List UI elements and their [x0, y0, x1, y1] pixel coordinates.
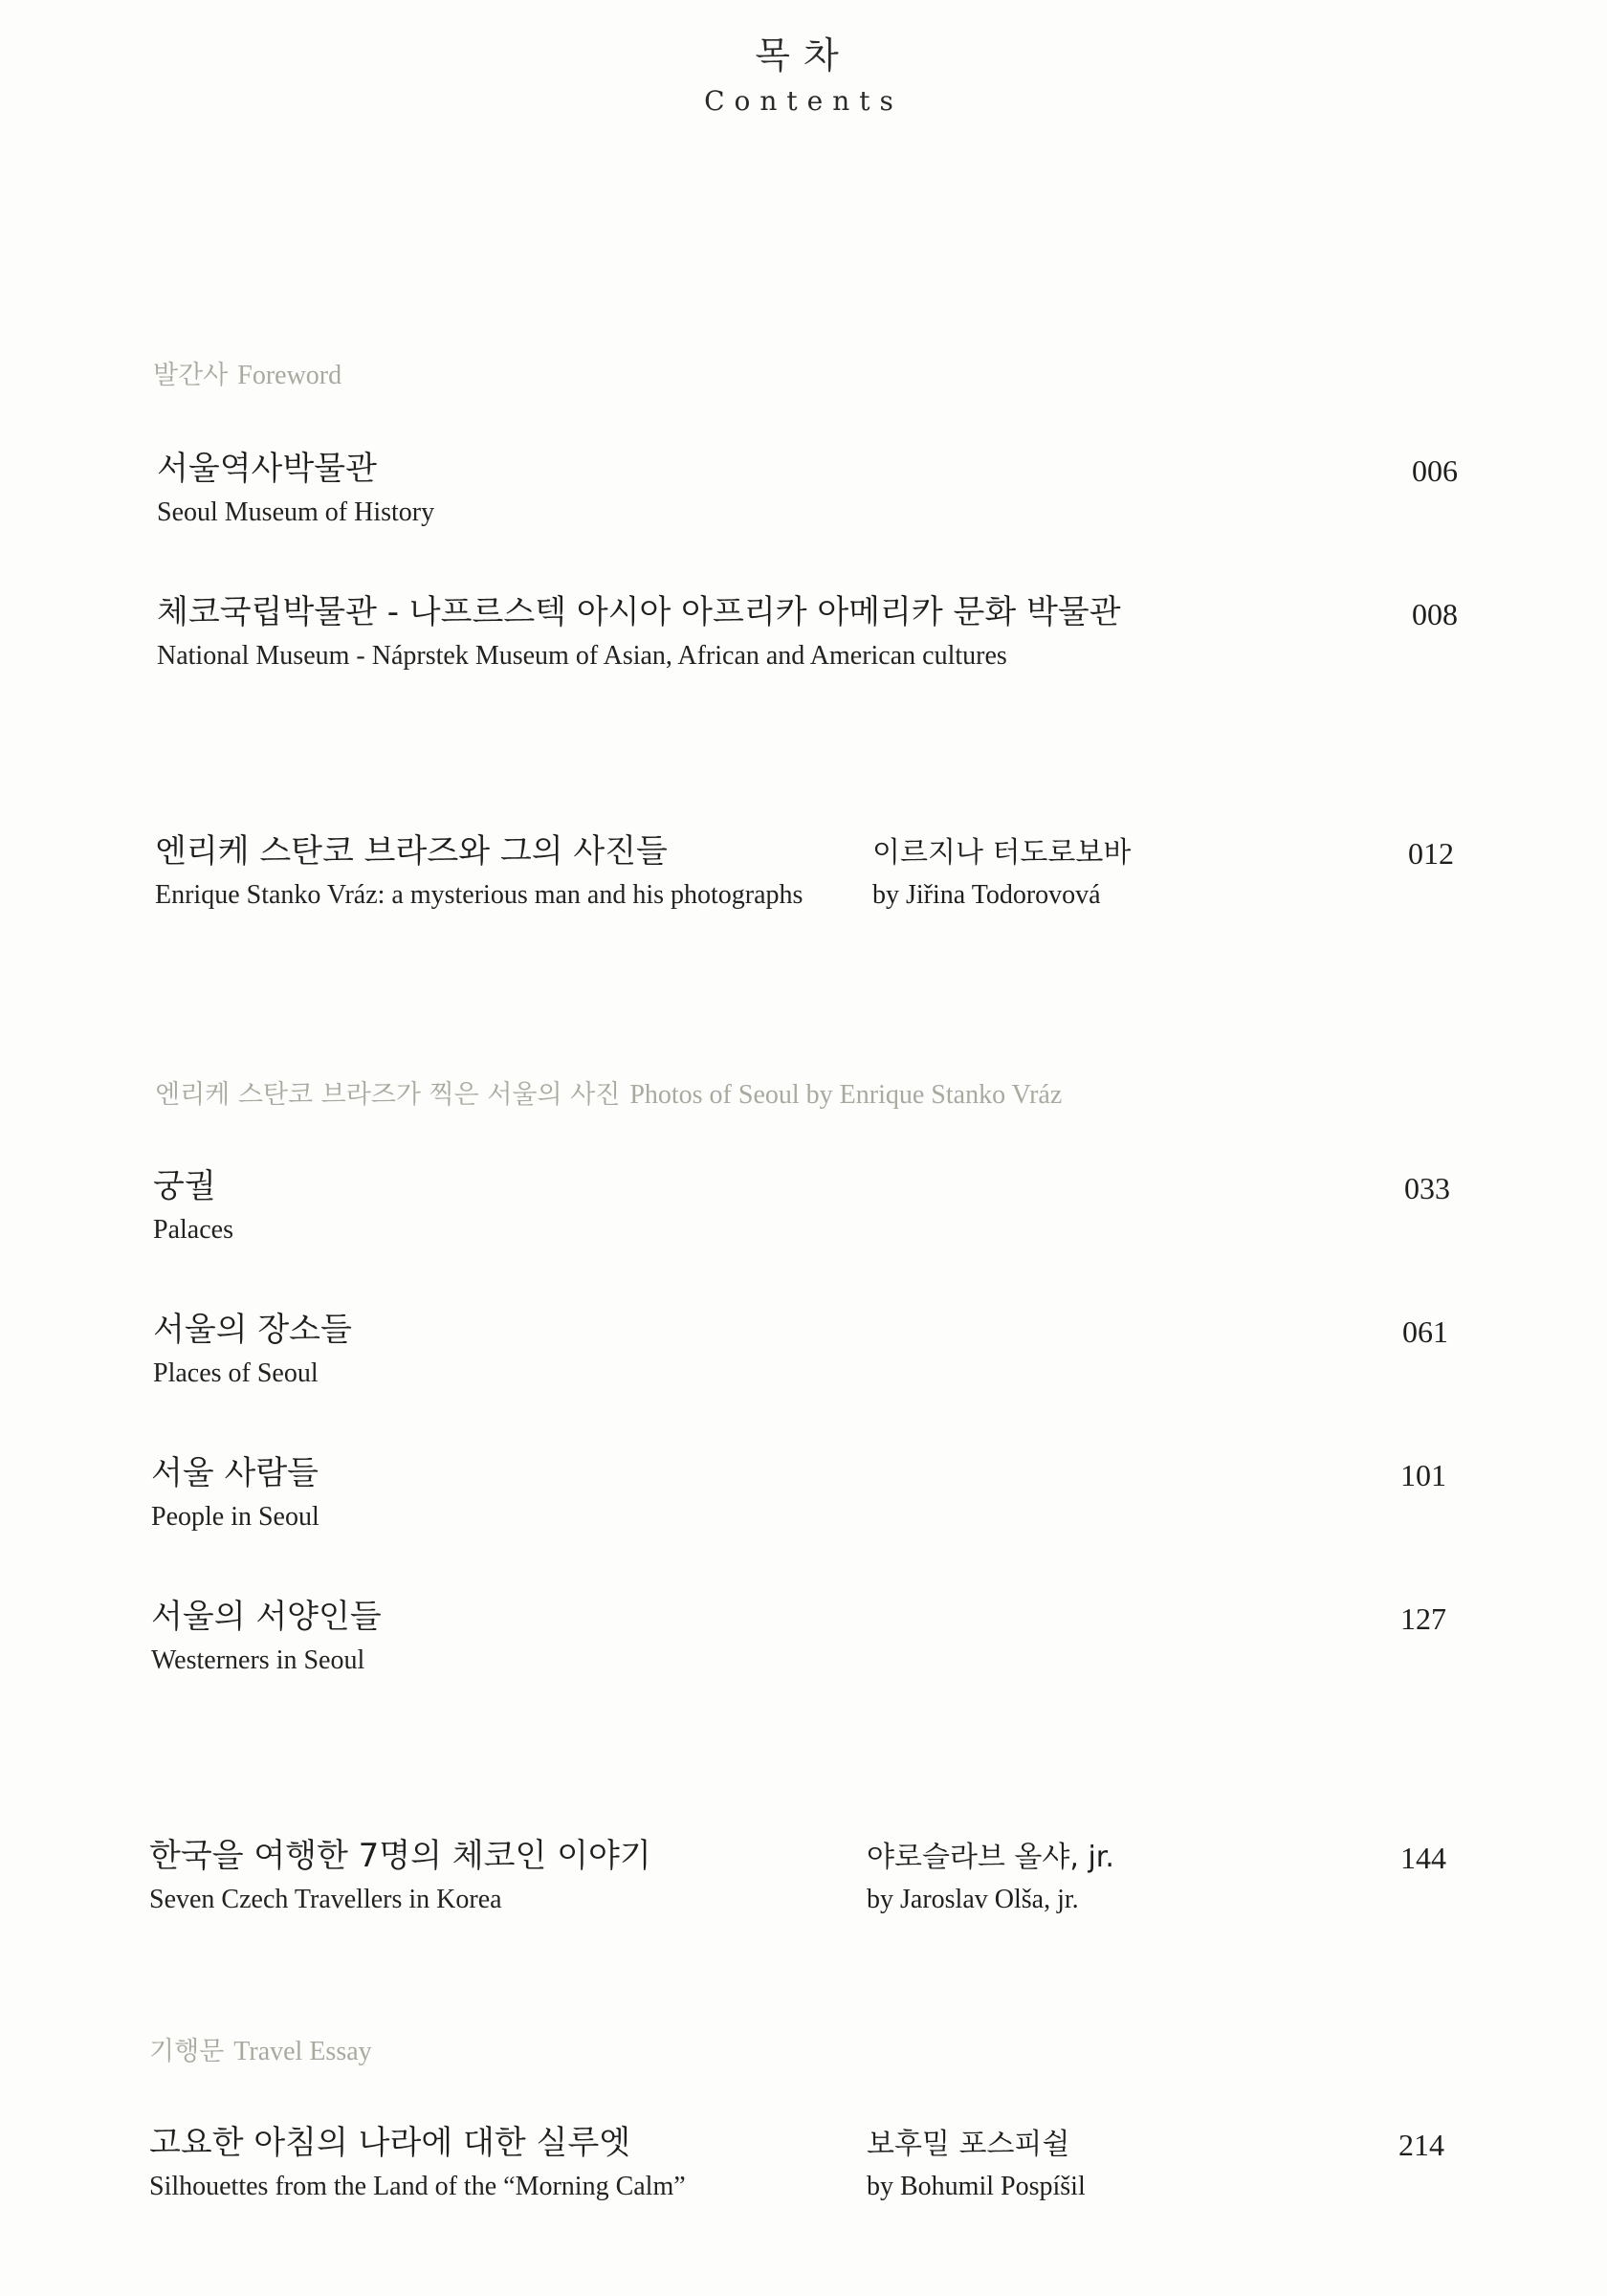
toc-entry-silhouettes[interactable] — [149, 2122, 1444, 2218]
entry-title-korean: 서울의 장소들 — [153, 1311, 352, 1349]
entry-title-english: Palaces — [153, 1215, 233, 1245]
entry-title-english: Places of Seoul — [153, 1358, 319, 1388]
entry-title-korean: 체코국립박물관 - 나프르스텍 아시아 아프리카 아메리카 문화 박물관 — [157, 593, 1121, 631]
section-label-english: Travel Essay — [233, 2037, 372, 2066]
toc-entry-seoul-museum[interactable] — [157, 448, 1458, 543]
section-label-foreword — [153, 354, 341, 391]
entry-author-english: by Jiřina Todorovová — [872, 880, 1101, 910]
toc-entry-czech-travellers[interactable] — [149, 1835, 1446, 1931]
entry-title-korean: 서울의 서양인들 — [151, 1598, 382, 1636]
entry-title-english: Seven Czech Travellers in Korea — [149, 1885, 502, 1914]
entry-page-number: 214 — [1398, 2128, 1444, 2162]
toc-entry-national-museum[interactable] — [157, 591, 1458, 687]
entry-title-korean: 한국을 여행한 7명의 체코인 이야기 — [149, 1837, 651, 1875]
section-label-english: Photos of Seoul by Enrique Stanko Vráz — [629, 1080, 1063, 1110]
entry-author-korean: 이르지나 터도로보바 — [872, 836, 1132, 870]
entry-author-korean: 보후밀 포스피쉴 — [867, 2128, 1070, 2161]
entry-page-number: 061 — [1402, 1314, 1448, 1349]
entry-author-english: by Bohumil Pospíšil — [867, 2172, 1086, 2201]
entry-page-number: 008 — [1412, 597, 1458, 631]
entry-title-english: Westerners in Seoul — [151, 1645, 365, 1675]
toc-entry-people-in-seoul[interactable] — [151, 1452, 1446, 1548]
entry-page-number: 012 — [1408, 836, 1454, 871]
entry-author-english: by Jaroslav Olša, jr. — [867, 1885, 1079, 1914]
section-label-korean: 기행문 — [149, 2037, 225, 2066]
section-label-korean: 발간사 — [153, 361, 229, 390]
section-label-travel-essay — [149, 2030, 372, 2067]
entry-title-korean: 궁궐 — [153, 1167, 216, 1205]
entry-page-number: 006 — [1412, 453, 1458, 488]
page-title-english: Contents — [704, 85, 903, 117]
entry-title-korean: 서울역사박물관 — [157, 450, 377, 488]
entry-title-english: Seoul Museum of History — [157, 497, 435, 527]
entry-title-korean: 엔리케 스탄코 브라즈와 그의 사진들 — [155, 832, 668, 871]
page-header — [0, 29, 1607, 121]
toc-entry-places-of-seoul[interactable] — [153, 1309, 1448, 1404]
entry-title-english: National Museum - Náprstek Museum of Asian, African and American cultures — [157, 641, 1007, 671]
page-title-korean: 목차 — [755, 34, 852, 77]
section-label-english: Foreword — [237, 361, 342, 390]
entry-title-english: People in Seoul — [151, 1502, 319, 1532]
section-label-korean: 엔리케 스탄코 브라즈가 찍은 서울의 사진 — [155, 1080, 621, 1110]
entry-title-korean: 서울 사람들 — [151, 1454, 319, 1492]
toc-entry-palaces[interactable] — [153, 1165, 1450, 1261]
entry-page-number: 101 — [1400, 1458, 1446, 1492]
entry-page-number: 127 — [1400, 1601, 1446, 1636]
entry-title-korean: 고요한 아침의 나라에 대한 실루엣 — [149, 2124, 631, 2162]
entry-title-english: Enrique Stanko Vráz: a mysterious man and his photographs — [155, 880, 804, 910]
section-label-photos — [155, 1073, 1062, 1111]
entry-page-number: 033 — [1404, 1171, 1450, 1205]
entry-page-number: 144 — [1400, 1841, 1446, 1875]
toc-entry-westerners-in-seoul[interactable] — [151, 1596, 1446, 1691]
entry-author-korean: 야로슬라브 올샤, jr. — [867, 1841, 1114, 1874]
entry-title-english: Silhouettes from the Land of the “Morning Calm” — [149, 2172, 686, 2201]
toc-entry-vraz-essay[interactable] — [155, 830, 1454, 926]
